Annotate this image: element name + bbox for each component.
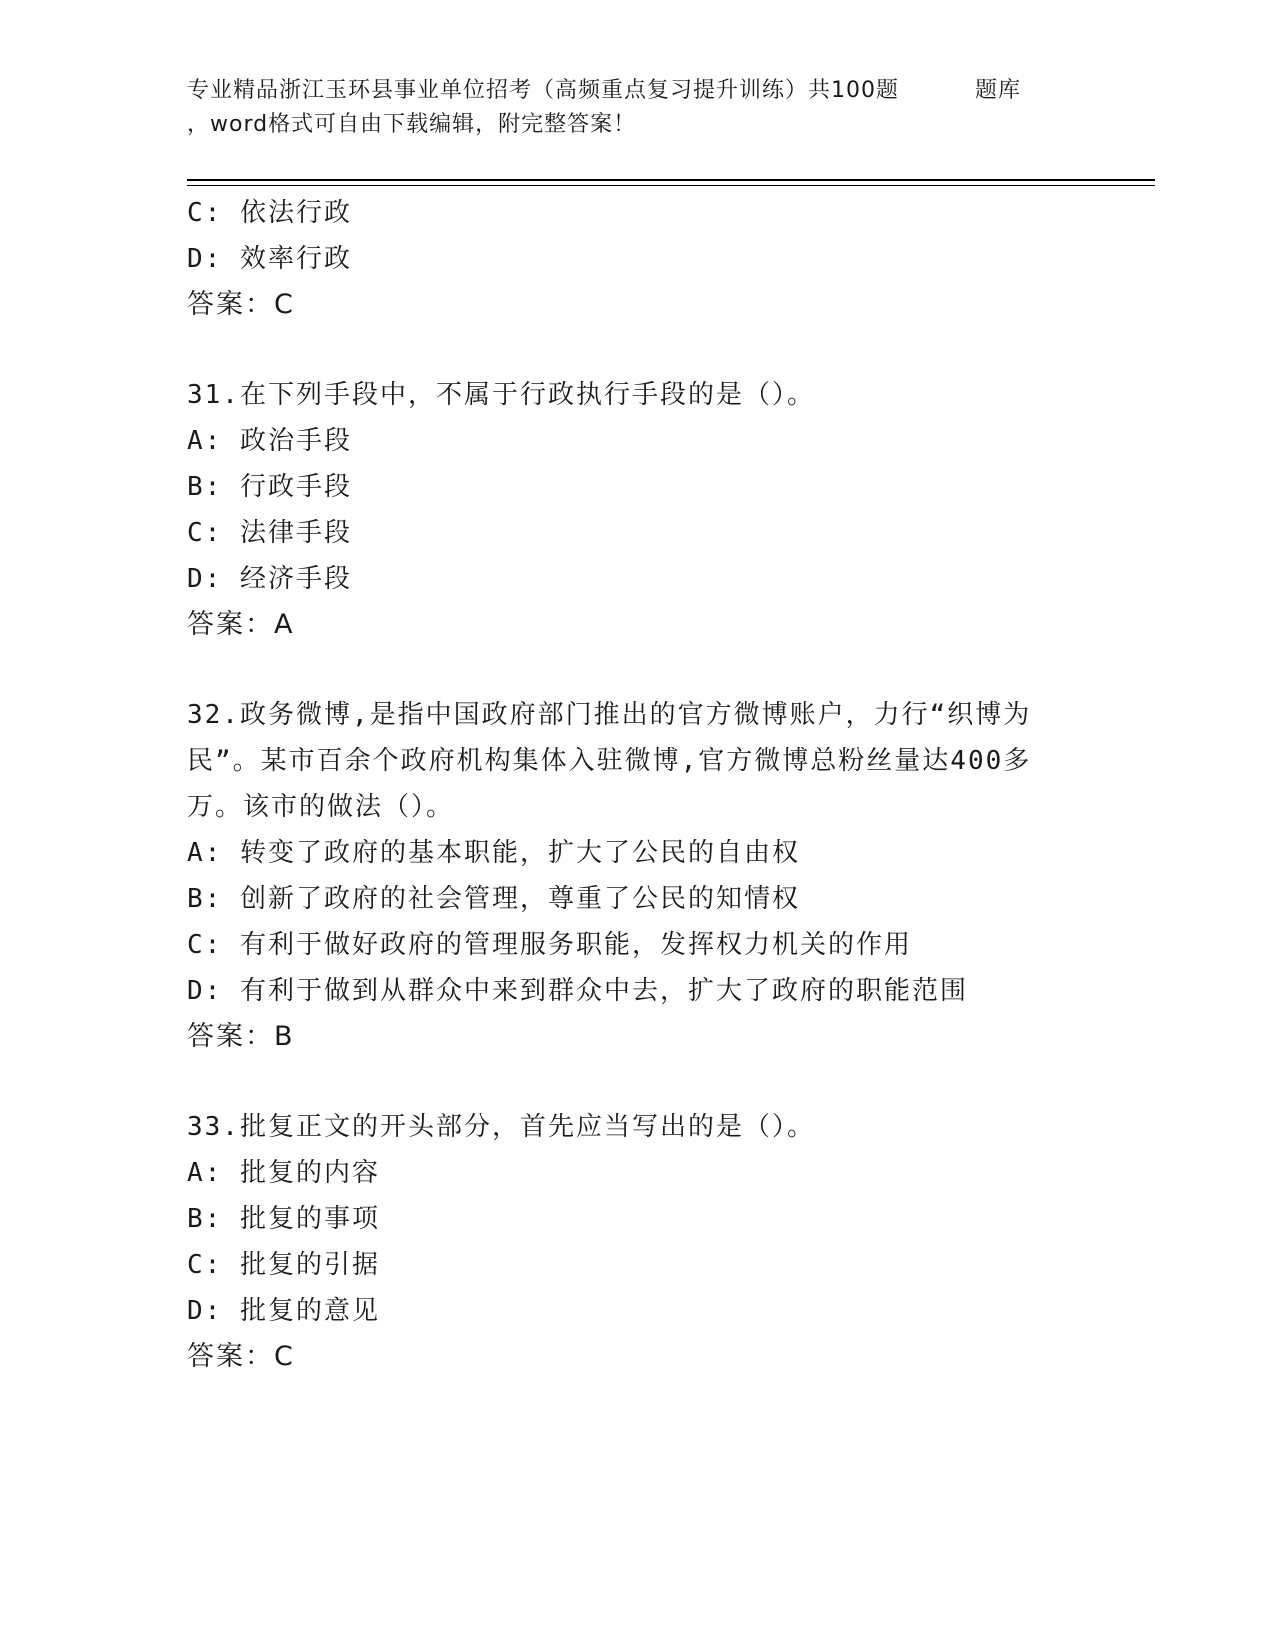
prev-question-block: [187, 190, 1087, 328]
question-stem-line-3: 万。该市的做法（）。: [187, 792, 455, 822]
question-stem: 31.在下列手段中，不属于行政执行手段的是（）。: [187, 380, 815, 410]
option-b: B: 批复的事项: [187, 1204, 380, 1234]
question-stem-line-1: 32.政务微博,是指中国政府部门推出的官方微博账户，力行“织博为: [187, 700, 1032, 730]
option-c: C: 依法行政: [187, 198, 352, 228]
question-33: [187, 1104, 1087, 1380]
question-31: [187, 372, 1087, 648]
header-subtitle: ，word格式可自由下载编辑，附完整答案！: [187, 112, 637, 137]
option-c: C: 有利于做好政府的管理服务职能，发挥权力机关的作用: [187, 930, 912, 960]
option-b: B: 创新了政府的社会管理，尊重了公民的知情权: [187, 884, 800, 914]
option-b: B: 行政手段: [187, 472, 352, 502]
answer-label: 答案：B: [187, 1021, 295, 1052]
option-c: C: 批复的引据: [187, 1250, 380, 1280]
question-32: [187, 692, 1087, 1060]
answer-label: 答案：A: [187, 609, 295, 640]
option-d: D: 有利于做到从群众中来到群众中去，扩大了政府的职能范围: [187, 976, 968, 1006]
option-a: A: 转变了政府的基本职能，扩大了公民的自由权: [187, 838, 800, 868]
answer-label: 答案：C: [187, 289, 295, 320]
option-a: A: 政治手段: [187, 426, 352, 456]
option-d: D: 经济手段: [187, 564, 352, 594]
header-title: 专业精品浙江玉环县事业单位招考（高频重点复习提升训练）共100题: [187, 78, 899, 103]
page-header: [187, 74, 1087, 142]
question-list: [187, 190, 1087, 1380]
header-line: [187, 74, 1087, 108]
option-a: A: 批复的内容: [187, 1158, 380, 1188]
option-d: D: 效率行政: [187, 244, 352, 274]
option-d: D: 批复的意见: [187, 1296, 380, 1326]
question-stem: 33.批复正文的开头部分，首先应当写出的是（）。: [187, 1112, 815, 1142]
header-divider: [187, 179, 1155, 186]
answer-label: 答案：C: [187, 1341, 295, 1372]
question-stem-line-2: 民”。某市百余个政府机构集体入驻微博,官方微博总粉丝量达400多: [187, 746, 1032, 776]
option-c: C: 法律手段: [187, 518, 352, 548]
header-tag: 题库: [975, 78, 1022, 103]
